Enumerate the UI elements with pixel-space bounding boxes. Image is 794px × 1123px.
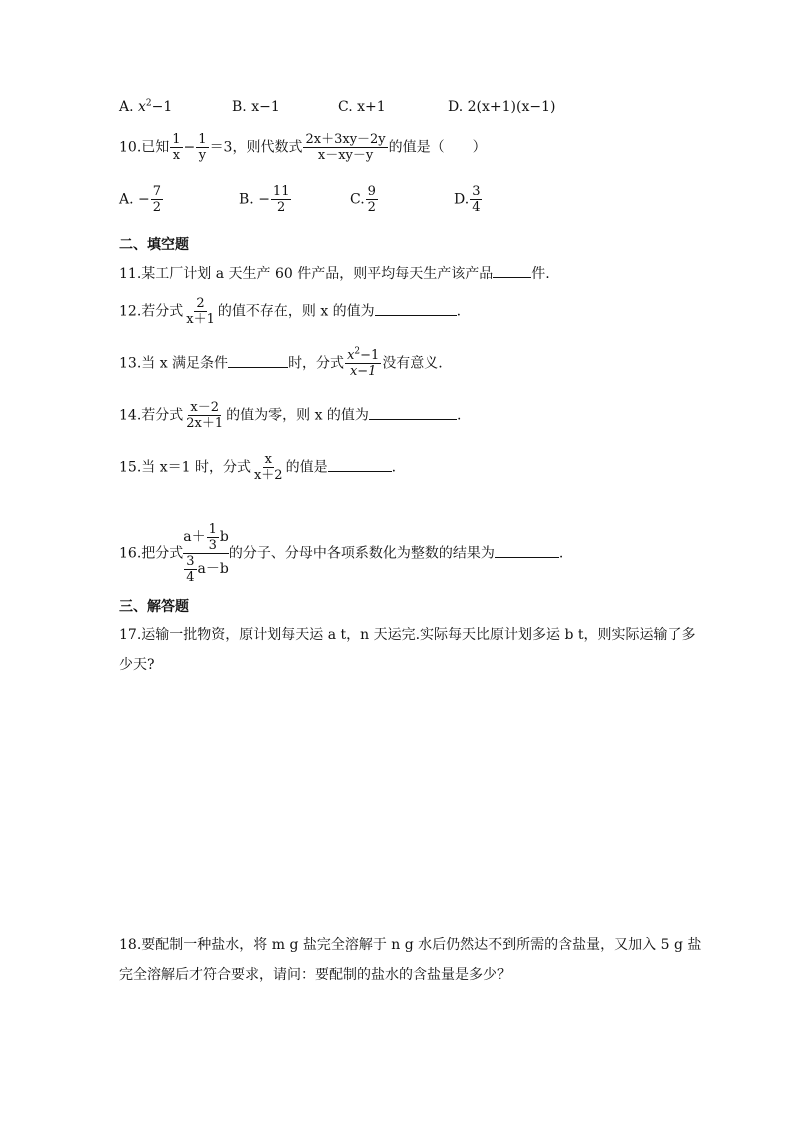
question-13: 13.当 x 满足条件 时，分式 $\frac{x^2-1}{x-1}$ 没有意义. (119, 346, 443, 379)
fraction: $\frac{2}{x+1}$ (186, 296, 215, 327)
q9-option-b: B. x−1 (232, 99, 280, 115)
fraction: $\frac{x-2}{2x+1}$ (186, 400, 224, 431)
question-18: 18.要配制一种盐水，将 m g 盐完全溶解于 n g 水后仍然达不到所需的含盐量，又加入 5 g 盐完全溶解后才符合要求，请问：要配制的盐水的含盐量是多少？ (119, 937, 702, 983)
compound-fraction: a＋ $\frac{1}{3}$ b $\frac{3}{4}$ a－b (183, 522, 229, 585)
q10-option-c: C. $\frac{9}{2}$ (350, 184, 376, 215)
q10-options (119, 184, 483, 215)
question-10: 10.已知 $\frac{1}{x}$ − $\frac{1}{y}$ ＝3，则代数式 $\frac{2x+3xy-2y}{x-xy-y}$ 的值是（ ） (119, 132, 487, 163)
section-fill-in-blank-heading: 二、填空题 (119, 237, 189, 253)
fraction-1-over-y: $\frac{1}{y}$ (198, 132, 207, 163)
q9-option-a: A. $x^2-1$ (119, 98, 173, 115)
answer-blank[interactable] (495, 543, 559, 558)
q9-option-c: C. x+1 (338, 99, 386, 115)
answer-blank[interactable] (375, 301, 457, 316)
q9-options (119, 98, 555, 116)
fraction: $\frac{x^2-1}{x-1}$ (347, 346, 380, 379)
question-14: 14.若分式 $\frac{x-2}{2x+1}$ 的值为零，则 x 的值为 . (119, 400, 462, 431)
answer-blank[interactable] (328, 457, 392, 472)
fraction-1-over-x: $\frac{1}{x}$ (172, 132, 181, 163)
question-16: 16.把分式 a＋ $\frac{1}{3}$ b $\frac{3}{4}$ a－b 的分子、分母中各项系数化为整数的结果为 . (119, 522, 564, 585)
q10-option-a: A. − $\frac{7}{2}$ (119, 184, 162, 215)
answer-blank[interactable] (493, 263, 531, 278)
section-answer-heading: 三、解答题 (119, 599, 189, 615)
fraction: $\frac{x}{x+2}$ (253, 452, 283, 483)
q10-option-d: D. $\frac{3}{4}$ (454, 184, 481, 215)
fraction-expression: $\frac{2x+3xy-2y}{x-xy-y}$ (305, 132, 386, 163)
question-17: 17.运输一批物资，原计划每天运 a t，n 天运完.实际每天比原计划多运 b t，则实际运输了多少天? (119, 627, 696, 673)
q9-option-d: D. 2(x+1)(x−1) (448, 99, 556, 115)
q10-option-b: B. − $\frac{11}{2}$ (239, 184, 290, 215)
question-15: 15.当 x＝1 时，分式 $\frac{x}{x+2}$ 的值是 . (119, 452, 397, 483)
answer-blank[interactable] (228, 353, 288, 368)
answer-blank[interactable] (369, 405, 457, 420)
question-11: 11.某工厂计划 a 天生产 60 件产品，则平均每天生产该产品 件. (119, 263, 550, 283)
question-12: 12.若分式 $\frac{2}{x+1}$ 的值不存在，则 x 的值为 . (119, 296, 462, 327)
